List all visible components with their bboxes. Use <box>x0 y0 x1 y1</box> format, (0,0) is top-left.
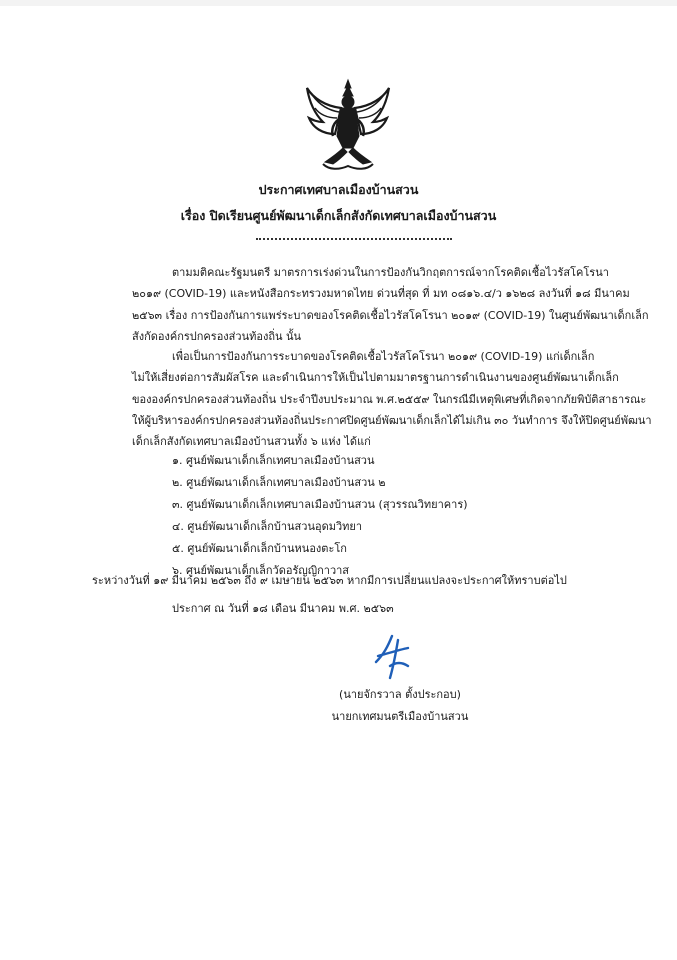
paragraph-line: ๒๕๖๓ เรื่อง การป้องกันการแพร่ระบาดของโรคติดเชื้อไวรัสโคโรนา ๒๐๑๙ (COVID-19) ในศูนย์พัฒนาเด็กเล็ก <box>132 308 649 322</box>
garuda-emblem-icon <box>303 78 393 172</box>
paragraph-line: เพื่อเป็นการป้องกันการระบาดของโรคติดเชื้อไวรัสโคโรนา ๒๐๑๙ (COVID-19) แก่เด็กเล็ก <box>172 350 595 363</box>
list-item: ๖. ศูนย์พัฒนาเด็กเล็กวัดอรัญญิกาวาส <box>172 564 350 577</box>
scan-edge <box>0 0 677 6</box>
paragraph-line: สังกัดองค์กรปกครองส่วนท้องถิ่น นั้น <box>132 329 302 343</box>
announcement-subject: เรื่อง ปิดเรียนศูนย์พัฒนาเด็กเล็กสังกัดเทศบาลเมืองบ้านสวน <box>180 208 497 223</box>
list-item: ๕. ศูนย์พัฒนาเด็กเล็กบ้านหนองตะโก <box>172 542 347 555</box>
announce-date: ประกาศ ณ วันที่ ๑๘ เดือน มีนาคม พ.ศ. ๒๕๖๓ <box>172 602 394 615</box>
closure-period: ระหว่างวันที่ ๑๙ มีนาคม ๒๕๖๓ ถึง ๙ เมษายน ๒๕๖๓ หากมีการเปลี่ยนแปลงจะประกาศให้ทราบต่อไป <box>92 574 567 587</box>
list-item: ๒. ศูนย์พัฒนาเด็กเล็กเทศบาลเมืองบ้านสวน ๒ <box>172 476 386 489</box>
paragraph-line: ให้ผู้บริหารองค์กรปกครองส่วนท้องถิ่นประกาศปิดศูนย์พัฒนาเด็กเล็กได้ไม่เกิน ๓๐ วันทำการ จึงให้ปิดศูนย์พัฒนา <box>132 413 652 427</box>
list-item: ๓. ศูนย์พัฒนาเด็กเล็กเทศบาลเมืองบ้านสวน (สุวรรณวิทยาคาร) <box>172 498 468 511</box>
list-item: ๑. ศูนย์พัฒนาเด็กเล็กเทศบาลเมืองบ้านสวน <box>172 454 375 467</box>
announcement-title: ประกาศเทศบาลเมืองบ้านสวน <box>258 182 419 197</box>
paragraph-line: ไม่ให้เสี่ยงต่อการสัมผัสโรค และดำเนินการให้เป็นไปตามมาตรฐานการดำเนินงานของศูนย์พัฒนาเด็กเล็ก <box>132 371 619 385</box>
center-list <box>172 450 468 582</box>
paragraph-line: ๒๐๑๙ (COVID-19) และหนังสือกระทรวงมหาดไทย ด่วนที่สุด ที่ มท ๐๘๑๖.๔/ว ๑๖๒๘ ลงวันที่ ๑๘ มีนาคม <box>132 287 630 301</box>
paragraph-background <box>132 262 649 347</box>
paragraph-line: เด็กเล็กสังกัดเทศบาลเมืองบ้านสวนทั้ง ๖ แห่ง ได้แก่ <box>132 435 371 449</box>
dotted-divider <box>256 238 452 240</box>
signer-position: นายกเทศมนตรีเมืองบ้านสวน <box>331 710 469 723</box>
signer-name: (นายจักรวาล ตั้งประกอบ) <box>339 688 461 701</box>
paragraph-line: ขององค์กรปกครองส่วนท้องถิ่น ประจำปีงบประมาณ พ.ศ.๒๕๕๙ ในกรณีมีเหตุพิเศษที่เกิดจากภัยพิบัติสาธารณะ <box>132 392 647 406</box>
list-item: ๔. ศูนย์พัฒนาเด็กเล็กบ้านสวนอุดมวิทยา <box>172 520 363 533</box>
paragraph-purpose <box>132 346 652 452</box>
signature-icon <box>368 632 418 682</box>
paragraph-line: ตามมติคณะรัฐมนตรี มาตรการเร่งด่วนในการป้องกันวิกฤตการณ์จากโรคติดเชื้อไวรัสโคโรนา <box>172 266 609 279</box>
